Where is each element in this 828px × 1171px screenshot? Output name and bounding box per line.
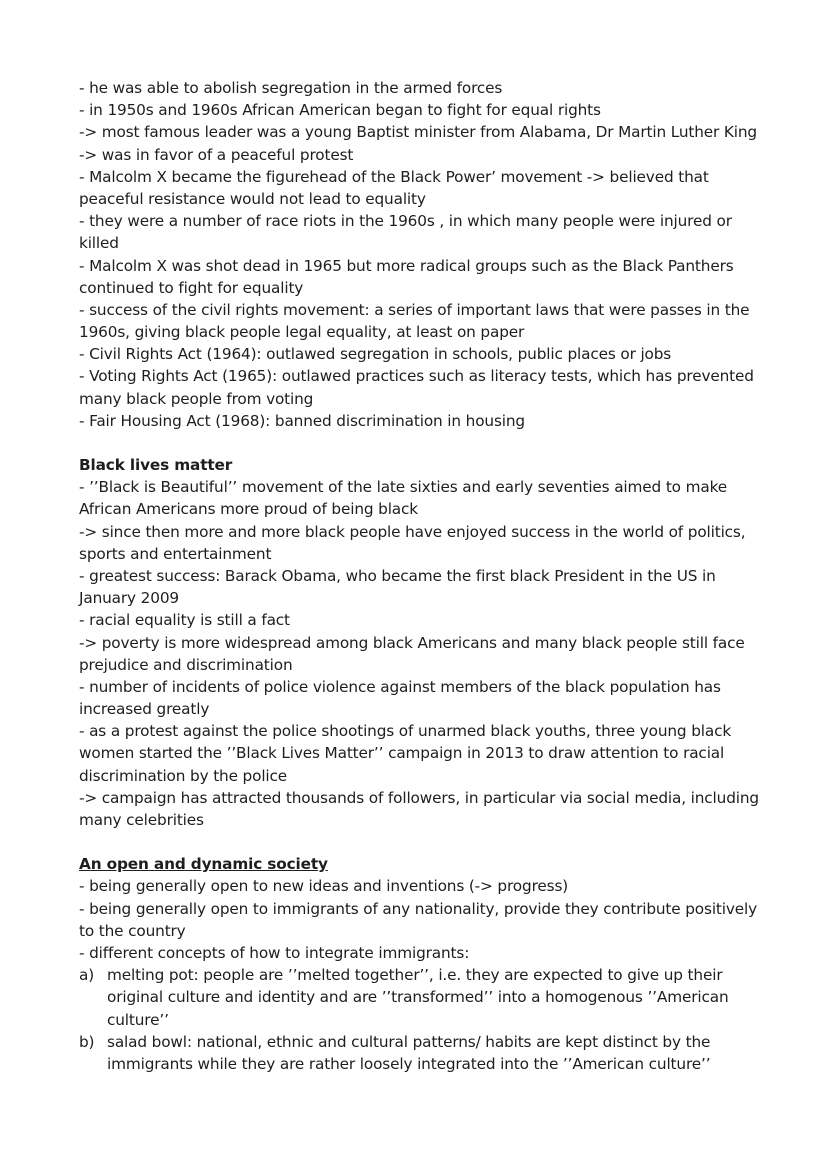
- blank-line: [79, 831, 751, 853]
- text-line: - Voting Rights Act (1965): outlawed practices such as literacy tests, which has prevented: [79, 367, 754, 386]
- text-line: culture’’: [107, 1010, 169, 1029]
- text-line: -> since then more and more black people have enjoyed success in the world of politics,: [79, 522, 746, 541]
- text-line: prejudice and discrimination: [79, 655, 293, 674]
- text-line: killed: [79, 234, 119, 253]
- text-line: -> campaign has attracted thousands of followers, in particular via social media, including: [79, 788, 759, 807]
- text-line: - Civil Rights Act (1964): outlawed segregation in schools, public places or jobs: [79, 345, 672, 364]
- text-line: - different concepts of how to integrate immigrants:: [79, 943, 470, 962]
- text-line: - ’’Black is Beautiful’’ movement of the late sixties and early seventies aimed to make: [79, 478, 727, 497]
- section-heading: An open and dynamic society: [79, 855, 328, 874]
- text-line: -> was in favor of a peaceful protest: [79, 145, 354, 164]
- text-line: - they were a number of race riots in the 1960s , in which many people were injured or: [79, 212, 732, 231]
- text-line: - number of incidents of police violence against members of the black population has: [79, 677, 721, 696]
- text-line: - as a protest against the police shootings of unarmed black youths, three young black: [79, 722, 732, 741]
- list-item-salad-bowl: [79, 1031, 751, 1075]
- text-line: - racial equality is still a fact: [79, 611, 290, 630]
- text-line: - being generally open to immigrants of any nationality, provide they contribute positively: [79, 899, 758, 918]
- text-line: - Fair Housing Act (1968): banned discrimination in housing: [79, 411, 525, 430]
- text-line: sports and entertainment: [79, 544, 272, 563]
- text-line: - being generally open to new ideas and inventions (-> progress): [79, 877, 569, 896]
- text-line: - he was able to abolish segregation in the armed forces: [79, 79, 503, 97]
- document-page: [79, 77, 759, 1075]
- text-line: melting pot: people are ’’melted together’’, i.e. they are expected to give up their: [107, 966, 723, 985]
- list-marker: b): [79, 1032, 95, 1051]
- text-line: salad bowl: national, ethnic and cultural patterns/ habits are kept distinct by the: [107, 1032, 711, 1051]
- text-line: - in 1950s and 1960s African American began to fight for equal rights: [79, 101, 601, 120]
- blank-line: [79, 432, 751, 454]
- section-open-dynamic-society: [79, 853, 758, 1075]
- text-line: January 2009: [79, 589, 179, 608]
- text-line: 1960s, giving black people legal equality, at least on paper: [79, 323, 525, 342]
- text-line: peaceful resistance would not lead to equality: [79, 189, 426, 208]
- section-heading: Black lives matter: [79, 456, 233, 474]
- text-line: many black people from voting: [79, 389, 314, 408]
- text-line: - greatest success: Barack Obama, who became the first black President in the US in: [79, 566, 716, 585]
- list-item-melting-pot: [79, 964, 751, 1031]
- text-line: - Malcolm X was shot dead in 1965 but more radical groups such as the Black Panthers: [79, 256, 734, 275]
- text-line: discrimination by the police: [79, 766, 288, 785]
- text-line: many celebrities: [79, 811, 204, 829]
- section-black-lives-matter: [79, 454, 759, 831]
- list-marker: a): [79, 966, 95, 985]
- text-line: immigrants while they are rather loosely integrated into the ’’American culture’’: [107, 1054, 711, 1073]
- text-line: to the country: [79, 921, 186, 940]
- text-line: - Malcolm X became the figurehead of the Black Power’ movement -> believed that: [79, 167, 709, 186]
- text-line: African Americans more proud of being black: [79, 500, 418, 519]
- text-line: -> most famous leader was a young Baptist minister from Alabama, Dr Martin Luther King: [79, 123, 757, 142]
- text-line: increased greatly: [79, 700, 210, 719]
- text-line: original culture and identity and are ’’transformed’’ into a homogenous ’’American: [107, 988, 729, 1007]
- text-line: - success of the civil rights movement: a series of important laws that were passes in the: [79, 300, 750, 319]
- text-line: women started the ’’Black Lives Matter’’ campaign in 2013 to draw attention to racial: [79, 744, 725, 763]
- text-line: continued to fight for equality: [79, 278, 304, 297]
- section-civil-rights: [79, 77, 757, 432]
- text-line: -> poverty is more widespread among black Americans and many black people still face: [79, 633, 745, 652]
